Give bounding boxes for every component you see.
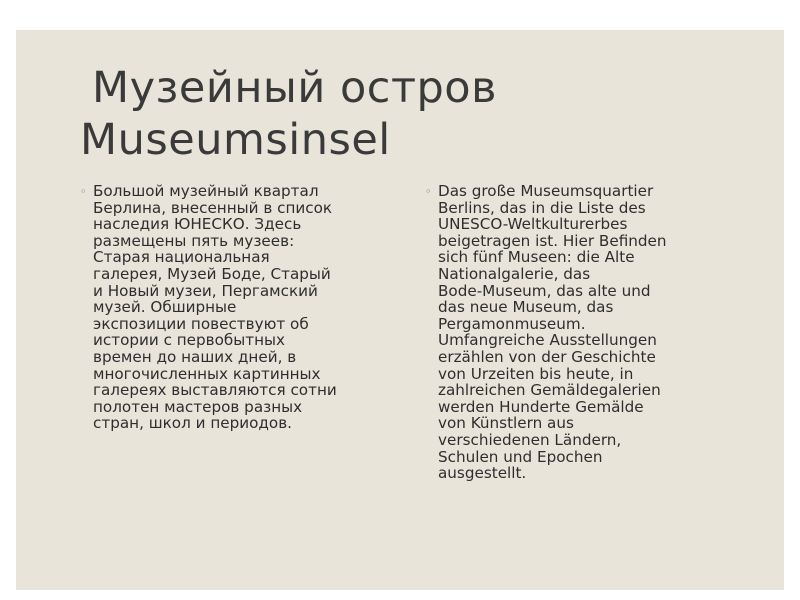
title-russian: Музейный остров — [92, 63, 497, 113]
slide-title — [80, 62, 720, 166]
title-german: Museumsinsel — [80, 115, 391, 165]
bullet-icon: ◦ — [80, 185, 87, 198]
german-text-column — [425, 183, 725, 482]
russian-paragraph: Большой музейный квартал Берлина, внесенный в список наследия ЮНЕСКО. Здесь размещены пять музеев: Старая национальная галерея, Музей Боде, Старый и Новый музеи, Пергамский музей. Обширные экспозиции повествуют об истории с первобытных времен до наших дней, в многочисленных картинных галереях выставляются сотни полотен мастеров разных стран, школ и периодов. — [93, 182, 337, 433]
bullet-icon: ◦ — [425, 185, 432, 198]
russian-text-column — [80, 183, 380, 432]
german-paragraph: Das große Museumsquartier Berlins, das in die Liste des UNESCO-Weltkulturerbes beigetragen ist. Hier Befinden sich fünf Museen: die Alte Nationalgalerie, das Bode-Museum, das alte und das neue Museum, das Pergamonmuseum. Umfangreiche Ausstellungen erzählen von der Geschichte von Urzeiten bis heute, in zahlreichen Gemäldegalerien werden Hunderte Gemälde von Künstlern aus verschiedenen Ländern, Schulen und Epochen ausgestellt. — [438, 182, 667, 483]
